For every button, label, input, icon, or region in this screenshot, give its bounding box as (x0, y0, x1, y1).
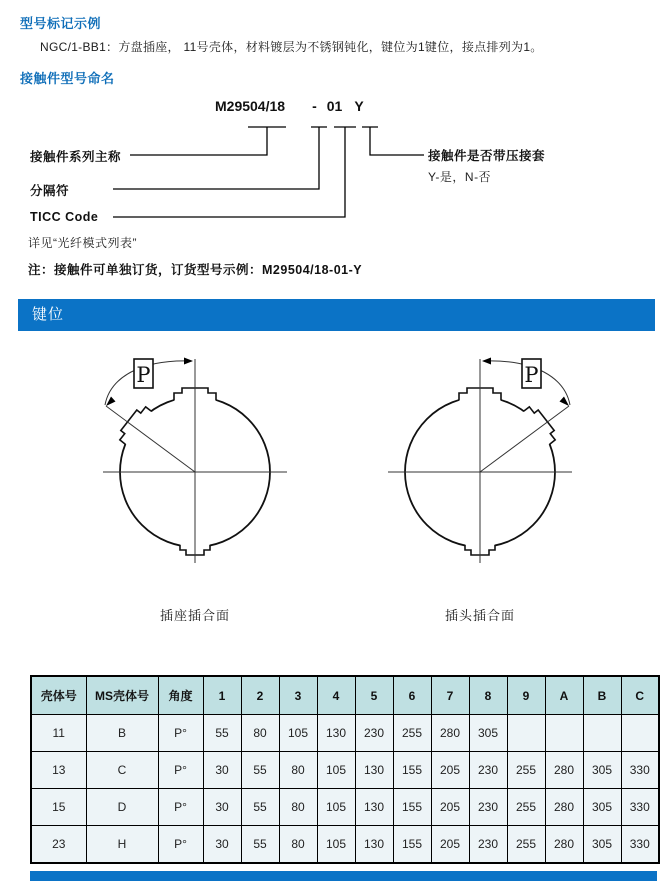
table-header-cell: 6 (393, 676, 431, 715)
table-header-cell: A (545, 676, 583, 715)
table-cell: B (86, 715, 158, 752)
table-cell: 155 (393, 789, 431, 826)
table-cell: 330 (621, 789, 659, 826)
ticc-code-callout-label: TICC Code (30, 210, 99, 224)
table-cell: 280 (545, 752, 583, 789)
table-cell: 55 (241, 789, 279, 826)
table-cell: 230 (469, 789, 507, 826)
crimp-sleeve-note: Y-是，N-否 (428, 170, 492, 184)
table-cell: 55 (241, 826, 279, 864)
table-cell: H (86, 826, 158, 864)
table-cell: 305 (583, 752, 621, 789)
plug-key-diagram (375, 343, 585, 579)
table-header-cell: 2 (241, 676, 279, 715)
table-cell: 30 (203, 752, 241, 789)
table-cell: 11 (31, 715, 86, 752)
ticc-code-note: 详见“光纤模式列表” (28, 236, 137, 250)
table-cell: 130 (317, 715, 355, 752)
table-cell: 305 (469, 715, 507, 752)
table-header-cell: B (583, 676, 621, 715)
table-cell: 230 (355, 715, 393, 752)
table-header-cell: 4 (317, 676, 355, 715)
table-header-cell: MS壳体号 (86, 676, 158, 715)
table-cell: 330 (621, 752, 659, 789)
bottom-banner-strip (30, 871, 657, 881)
svg-text:P: P (524, 363, 539, 387)
table-cell: 23 (31, 826, 86, 864)
model-code-series: M29504/18 (215, 98, 286, 114)
table-header-cell: 3 (279, 676, 317, 715)
table-cell: 255 (507, 752, 545, 789)
table-cell: D (86, 789, 158, 826)
table-cell: 155 (393, 826, 431, 864)
table-header-cell: 壳体号 (31, 676, 86, 715)
table-header-cell: 角度 (158, 676, 203, 715)
callout-leader-lines (0, 115, 660, 225)
table-cell: 255 (507, 826, 545, 864)
table-cell (545, 715, 583, 752)
ordering-note: 注：接触件可单独订货，订货型号示例：M29504/18-01-Y (28, 263, 363, 277)
section-banner-key-position (18, 299, 655, 331)
marking-example-text: NGC/1-BB1：方盘插座， 11号壳体，材料镀层为不锈钢钝化，键位为1键位，接点排列为1。 (40, 40, 543, 54)
banner-label: 键位 (32, 306, 65, 323)
model-code-ticc: 01 (326, 98, 343, 114)
series-callout-label: 接触件系列主称 (30, 150, 122, 164)
key-position-table (30, 675, 660, 864)
table-cell: 30 (203, 789, 241, 826)
table-cell: 130 (355, 826, 393, 864)
table-cell: 305 (583, 789, 621, 826)
table-header-cell: C (621, 676, 659, 715)
table-row (31, 826, 659, 864)
table-cell: 280 (545, 789, 583, 826)
table-cell: 330 (621, 826, 659, 864)
table-cell: 130 (355, 789, 393, 826)
table-cell (507, 715, 545, 752)
table-cell: 255 (393, 715, 431, 752)
section-title-marking-example: 型号标记示例 (20, 16, 102, 31)
plug-caption: 插头插合面 (444, 608, 515, 623)
table-cell: C (86, 752, 158, 789)
table-cell: 105 (317, 826, 355, 864)
svg-text:P: P (136, 363, 151, 387)
table-cell: 105 (317, 789, 355, 826)
table-header-cell: 9 (507, 676, 545, 715)
table-cell: 155 (393, 752, 431, 789)
table-row (31, 752, 659, 789)
crimp-sleeve-callout-label: 接触件是否带压接套 (428, 149, 546, 163)
table-cell: 230 (469, 826, 507, 864)
table-cell: P° (158, 826, 203, 864)
table-cell: 55 (241, 752, 279, 789)
separator-callout-label: 分隔符 (30, 184, 70, 198)
table-cell: 130 (355, 752, 393, 789)
table-row (31, 789, 659, 826)
table-header-cell: 7 (431, 676, 469, 715)
model-code (215, 98, 364, 114)
table-cell: 80 (279, 752, 317, 789)
table-header-cell: 8 (469, 676, 507, 715)
receptacle-key-diagram (90, 343, 300, 579)
table-cell: 15 (31, 789, 86, 826)
table-cell: 280 (545, 826, 583, 864)
table-cell: 30 (203, 826, 241, 864)
table-cell: P° (158, 789, 203, 826)
table-row (31, 715, 659, 752)
table-cell: 80 (241, 715, 279, 752)
table-header-cell: 5 (355, 676, 393, 715)
table-cell: 205 (431, 789, 469, 826)
table-header-cell: 1 (203, 676, 241, 715)
model-code-suffix: Y (354, 98, 364, 114)
table-cell: 205 (431, 826, 469, 864)
table-cell: 55 (203, 715, 241, 752)
table-cell: 255 (507, 789, 545, 826)
table-cell: P° (158, 752, 203, 789)
table-cell: P° (158, 715, 203, 752)
table-cell: 230 (469, 752, 507, 789)
table-cell: 280 (431, 715, 469, 752)
table-cell: 80 (279, 826, 317, 864)
table-cell: 305 (583, 826, 621, 864)
table-cell: 105 (279, 715, 317, 752)
table-cell: 13 (31, 752, 86, 789)
table-cell: 105 (317, 752, 355, 789)
table-cell (621, 715, 659, 752)
section-title-contact-naming: 接触件型号命名 (20, 71, 115, 86)
table-cell (583, 715, 621, 752)
table-header-row (31, 676, 659, 715)
model-code-dash: - (312, 98, 317, 114)
table-cell: 80 (279, 789, 317, 826)
table-cell: 205 (431, 752, 469, 789)
receptacle-caption: 插座插合面 (159, 608, 230, 623)
